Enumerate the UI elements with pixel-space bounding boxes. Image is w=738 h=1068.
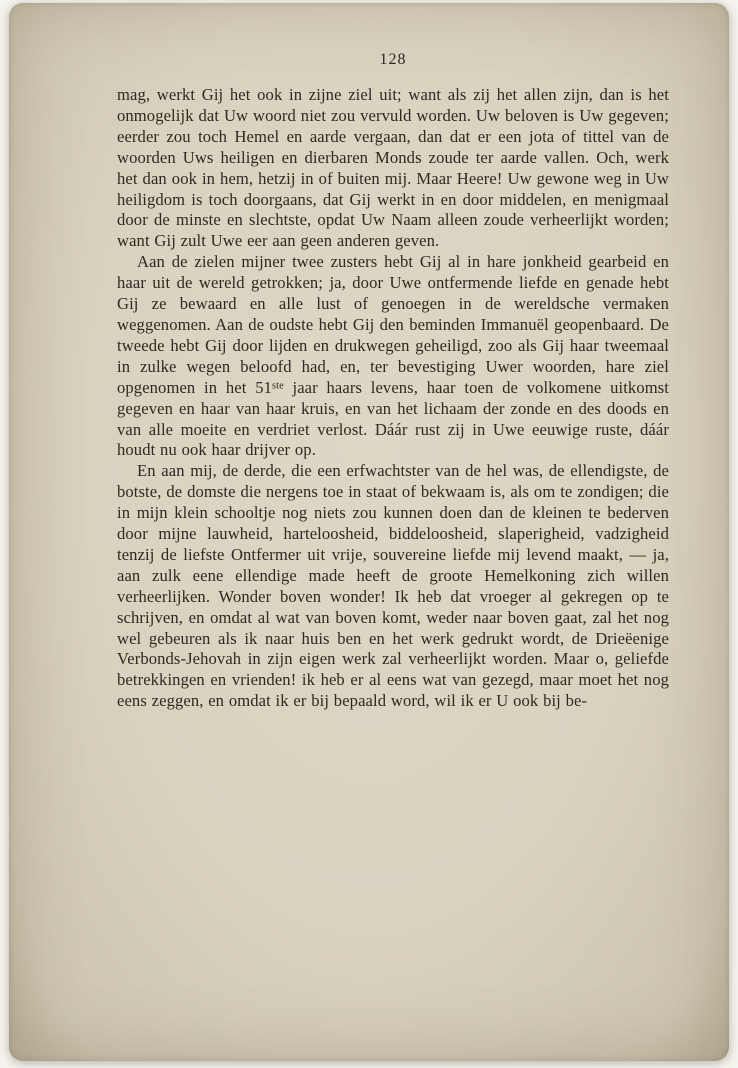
paper-background <box>9 3 729 1061</box>
paragraph-1 <box>117 85 669 252</box>
page-number: 128 <box>379 51 407 68</box>
paragraph-2-text-a: Aan de zielen mijner twee zusters hebt Gij al in hare jonkheid gearbeid en haar uit de wereld getrokken; ja, door Uwe ontfermende liefde en genade hebt Gij ze bewaard en alle lust of genoegen in de wereldsche vermaken weggenomen. Aan de oudste hebt Gij den beminden Immanuël geopenbaard. De tweede hebt Gij door lijden en drukwegen geheiligd, zoo als Gij haar tweemaal in zulke wegen beloofd had, en, ter bevestiging Uwer woorden, hare ziel opgenomen in het 51 <box>117 252 669 397</box>
body-text <box>117 85 669 712</box>
paragraph-1-text: mag, werkt Gij het ook in zijne ziel uit; want als zij het allen zijn, dan is het onmogelijk dat Uw woord niet zou vervuld worden. Uw beloven is Uw gegeven; eerder zou toch Hemel en aarde vergaan, dan dat er een jota of tittel van de woorden Uws heiligen en dierbaren Monds zoude ter aarde vallen. Och, werk het dan ook in hem, hetzij in of buiten mij. Maar Heere! Uw gewone weg in Uw heiligdom is toch doorgaans, dat Gij werkt in en door middelen, en menigmaal door de minste en slechtste, opdat Uw Naam alleen zoude verheerlijkt worden; want Gij zult Uwe eer aan geen anderen geven. <box>117 85 669 251</box>
ordinal-superscript: ste <box>272 380 284 392</box>
paragraph-3-text: En aan mij, de derde, die een erfwachtster van de hel was, de ellendigste, de botste, de domste die nergens toe in staat of bekwaam is, als om te zondigen; die in mijn klein schooltje nog niets zou kunnen doen dan de kleinen te bederven door mijne lauwheid, harteloosheid, biddeloosheid, slaperigheid, vadzigheid tenzij de liefste Ontfermer uit vrije, souvereine liefde mij levend maakt, — ja, aan zulk eene ellendige made heeft de groote Hemelkoning zich willen verheerlijken. Wonder boven wonder! Ik heb dat vroeger al gekregen op te schrijven, en omdat al wat van boven komt, weder naar boven gaat, zal het nog wel gebeuren als ik naar huis ben en het werk gedrukt wordt, de Drieëenige Verbonds-Jehovah in zijn eigen werk zal verheerlijkt worden. Maar o, geliefde betrekkingen en vrienden! ik heb er al eens wat van gezegd, maar moet het nog eens zeggen, en omdat ik er bij bepaald word, wil ik er U ook bij be- <box>117 461 669 711</box>
paragraph-2-text-b: jaar haars levens, haar toen de volkomene uitkomst gegeven en haar van haar kruis, en van het lichaam der zonde en des doods en van alle moeite en verdriet verlost. Dáár rust zij in Uwe eeuwige ruste, dáár houdt nu ook haar drijver op. <box>117 377 669 460</box>
text-block <box>117 51 669 712</box>
paragraph-2 <box>117 252 669 461</box>
paragraph-3 <box>117 461 669 712</box>
